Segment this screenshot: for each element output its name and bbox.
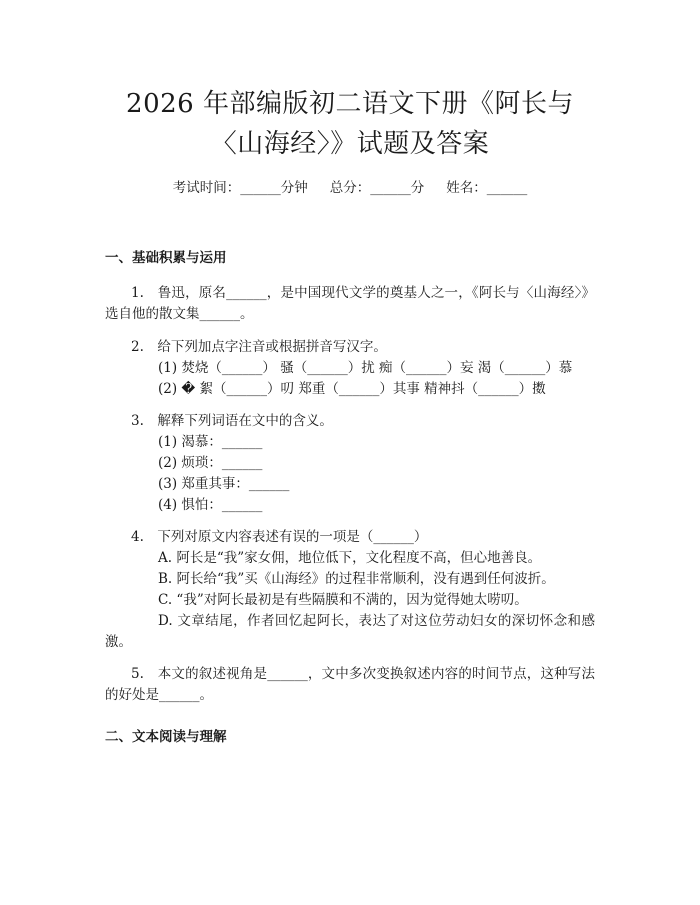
section-2-title: 二、文本阅读与理解 xyxy=(105,729,227,745)
question-3-stem: 3. 解释下列词语在文中的含义。 xyxy=(131,413,333,429)
question-4-option-b: B. 阿长给“我”买《山海经》的过程非常顺利，没有遇到任何波折。 xyxy=(158,571,555,587)
question-2-stem: 2. 给下列加点字注音或根据拼音写汉字。 xyxy=(131,339,387,355)
question-4-stem: 4. 下列对原文内容表述有误的一项是（______） xyxy=(131,529,428,545)
exam-info xyxy=(105,178,595,198)
exam-score: 总分：______分 xyxy=(329,180,425,196)
question-3-item-1: (1) 渴慕：______ xyxy=(158,434,263,450)
section-1-title: 一、基础积累与运用 xyxy=(105,250,227,266)
question-5: 5. 本文的叙述视角是______，文中多次变换叙述内容的时间节点，这种写法的好处是______。 xyxy=(105,666,595,703)
exam-time: 考试时间：______分钟 xyxy=(172,180,308,196)
question-3-item-3: (3) 郑重其事：______ xyxy=(158,476,290,492)
question-4-option-a: A. 阿长是“我”家女佣，地位低下，文化程度不高，但心地善良。 xyxy=(158,550,542,566)
question-3-item-4: (4) 惧怕：______ xyxy=(158,497,263,513)
question-2-line-2: (2) � 絮（______）叨 郑重（______）其事 精神抖（______）擞 xyxy=(158,381,546,397)
question-2-line-1: (1) 焚烧（______） 骚（______）扰 痴（______）妄 渴（______）慕 xyxy=(158,360,573,376)
question-3-item-2: (2) 烦琐：______ xyxy=(158,455,263,471)
exam-name: 姓名：______ xyxy=(446,180,528,196)
question-4-option-d: D. 文章结尾，作者回忆起阿长，表达了对这位劳动妇女的深切怀念和感激。 xyxy=(105,613,595,650)
document-title: 2026 年部编版初二语文下册《阿长与〈山海经〉》试题及答案 xyxy=(126,89,574,159)
question-4-option-c: C. “我”对阿长最初是有些隔膜和不满的，因为觉得她太唠叨。 xyxy=(158,592,528,608)
question-1: 1. 鲁迅，原名______，是中国现代文学的奠基人之一，《阿长与〈山海经〉》选自他的散文集______。 xyxy=(105,285,595,322)
